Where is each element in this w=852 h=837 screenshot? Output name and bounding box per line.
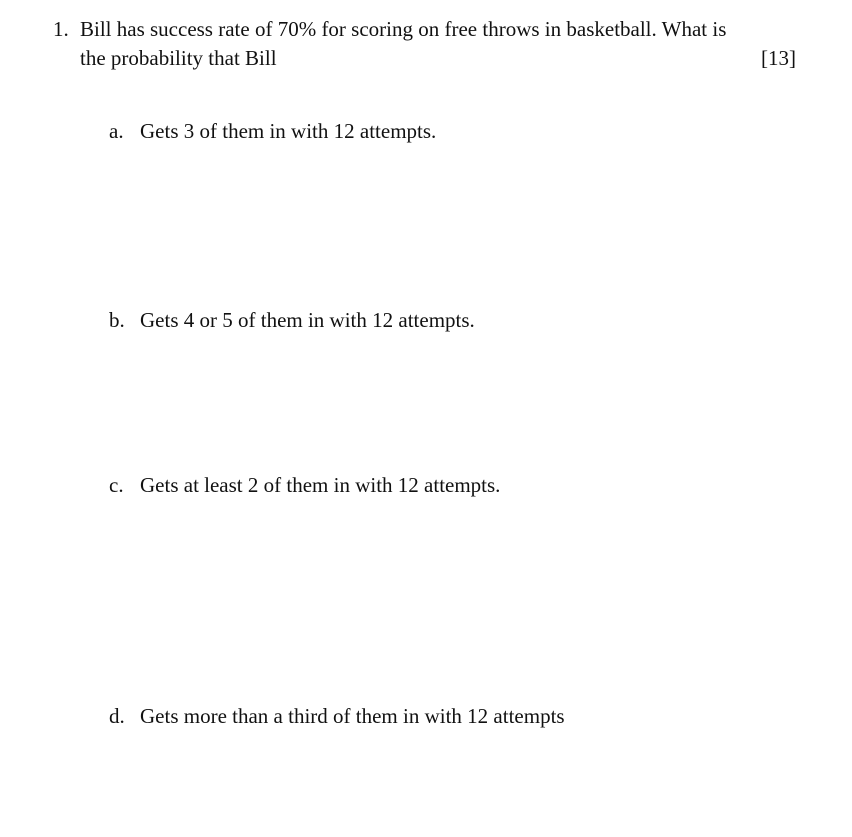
- question-number: 1.: [53, 17, 69, 41]
- sub-question-label: d.: [109, 704, 125, 728]
- sub-question-label: b.: [109, 308, 125, 332]
- question-marks: [13]: [761, 46, 796, 70]
- question-text-line-2: the probability that Bill: [80, 46, 277, 70]
- sub-question-d: [109, 703, 565, 729]
- sub-question-c: [109, 472, 500, 498]
- sub-question-text: Gets 4 or 5 of them in with 12 attempts.: [140, 308, 475, 332]
- sub-question-text: Gets at least 2 of them in with 12 attempts.: [140, 473, 501, 497]
- sub-question-a: [109, 118, 436, 144]
- sub-question-label: a.: [109, 119, 124, 143]
- sub-question-b: [109, 307, 475, 333]
- sub-question-text: Gets more than a third of them in with 12 attempts: [140, 704, 565, 728]
- question-text-line-1: Bill has success rate of 70% for scoring on free throws in basketball. What is: [80, 17, 727, 41]
- sub-question-text: Gets 3 of them in with 12 attempts.: [140, 119, 437, 143]
- sub-question-label: c.: [109, 473, 124, 497]
